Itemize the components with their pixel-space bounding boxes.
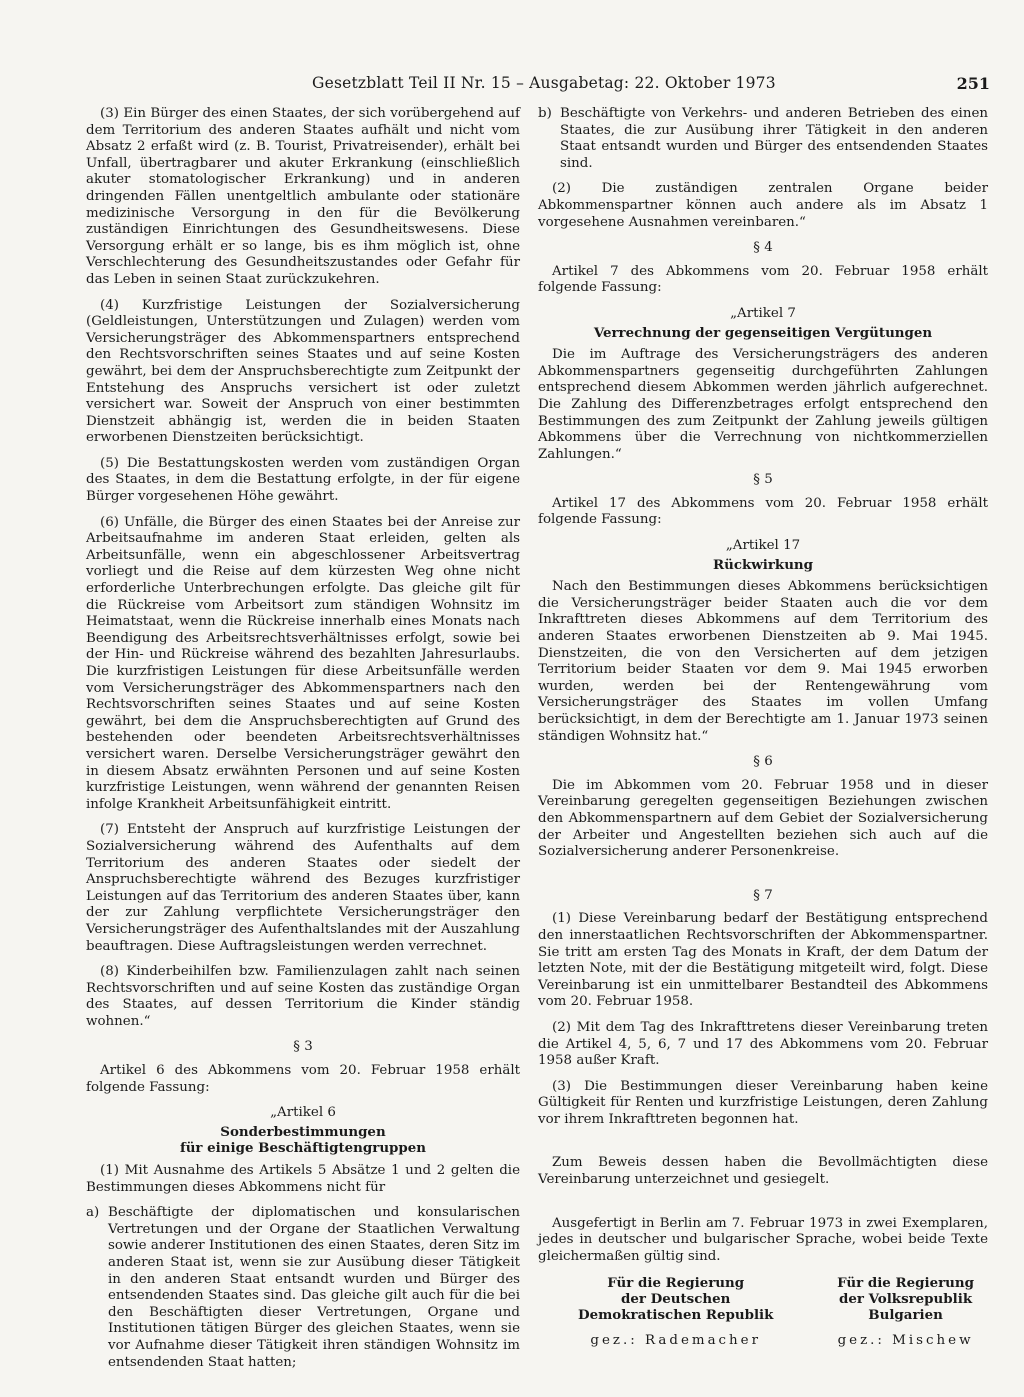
article-6-subtitle-line1: Sonderbestimmungen (220, 1123, 386, 1140)
section-5-intro: Artikel 17 des Abkommens vom 20. Februar 1958 erhält folgende Fassung: (538, 495, 988, 528)
signature-ddr-line2: der Deutschen (621, 1291, 731, 1308)
page-number: 251 (956, 74, 990, 93)
signature-ddr-line1: Für die Regierung (607, 1275, 745, 1292)
section-7-paragraph-3: (3) Die Bestimmungen dieser Vereinbarung haben keine Gültigkeit für Renten und kurzfristige Leistungen, deren Zahlung vor ihrem Inkrafttreten begonnen hat. (538, 1078, 988, 1127)
signature-ddr (578, 1275, 773, 1349)
article-6-item-a (86, 1205, 520, 1371)
article-6-subtitle-line2: für einige Beschäftigtengruppen (179, 1140, 427, 1157)
section-7-paragraph-2: (2) Mit dem Tag des Inkrafttretens dieser Vereinbarung treten die Artikel 4, 5, 6, 7 und 17 des Abkommens vom 20. Februar 1958 außer Kraft. (538, 1019, 988, 1069)
paragraph-3: (3) Ein Bürger des einen Staates, der sich vorübergehend auf dem Territorium des anderen Staates aufhält und nicht vom Absatz 2 erfaßt wird (z. B. Tourist, Privatreisender), erhält bei Unfall, übertragbarer und akuter Erkrankung (einschließlich akuter stomatologischer Erkrankung) und in anderen dringenden Fällen unentgeltlich ambulante oder stationäre medizinische Versorgung in den für die Bevölkerung zuständigen Einrichtungen des Gesundheitswesens. Diese Versorgung erhält er so lange, bis es ihm möglich ist, ohne Verschlechterung des Gesundheitszustandes oder Gefahr für das Leben in seinen Staat zurückzukehren. (86, 106, 520, 287)
signature-bg-line1: Für die Regierung (837, 1275, 974, 1292)
execution-clause: Ausgefertigt in Berlin am 7. Februar 1973 in zwei Exemplaren, jedes in deutscher und bulgarischer Sprache, wobei beide Texte gleichermaßen gültig sind. (538, 1215, 988, 1264)
item-b-text: Beschäftigte von Verkehrs- und anderen Betrieben des einen Staates, die zur Ausübung ihrer Tätigkeit in den anderen Staat entsandt wurden und Bürger des entsendenden Staates sind. (560, 106, 988, 171)
paragraph-6: (6) Unfälle, die Bürger des einen Staates bei der Anreise zur Arbeitsaufnahme im anderen Staat erleiden, gelten als Arbeitsunfälle, wenn ein abgeschlossener Arbeitsvertrag vorliegt und die Reise auf dem kürzesten Weg ohne nicht erforderliche Unterbrechungen erfolgte. Das gleiche gilt für die Rückreise vom Arbeitsort zum ständigen Wohnsitz im Heimatstaat, wenn die Rückreise innerhalb eines Monats nach Beendigung des Arbeitsrechtsverhältnisses erfolgt, sowie bei der Hin- und Rückreise während des bezahlten Jahresurlaubs. Die kurzfristigen Leistungen für diese Arbeitsunfälle werden vom Versicherungsträger des Abkommenspartners nach den Rechtsvorschriften seines Staates und auf seine Kosten gewährt, bei dem die Anspruchsberechtigten auf Grund des bestehenden oder beendeten Arbeitsrechtsverhältnisses versichert waren. Derselbe Versicherungsträger gewährt den in diesem Absatz erwähnten Personen und auf seine Kosten kurzfristige Leistungen, wenn während der genannten Reisen infolge Krankheit Arbeitsunfähigkeit eintritt. (86, 514, 520, 812)
section-4-intro: Artikel 7 des Abkommens vom 20. Februar 1958 erhält folgende Fassung: (538, 263, 988, 296)
article-7-text: Die im Auftrage des Versicherungsträgers des anderen Abkommenspartners gegenseitig durchgeführten Zahlungen entsprechend diesem Abkommen werden jährlich aufgerechnet. Die Zahlung des Differenzbetrages erfolgt entsprechend den Bestimmungen des zum Zeitpunkt der Zahlung jeweils gültigen Abkommens über die Verrechnung von nichtkommerziellen Zahlungen.“ (538, 347, 988, 462)
signature-ddr-line3: Demokratischen Republik (578, 1307, 774, 1324)
signature-ddr-name: gez.: Rademacher (590, 1333, 761, 1349)
spacer (538, 870, 988, 888)
spacer (538, 1137, 988, 1155)
item-a-text: Beschäftigte der diplomatischen und konsularischen Vertretungen und der Organe der Staatlichen Verwaltung sowie anderer Institutionen des einen Staates, deren Sitz im anderen Staat ist, wenn sie zur Ausübung dieser Tätigkeit in den anderen Staat entsandt wurden und Bürger des entsendenden Staates sind. Das gleiche gilt auch für die bei den Beschäftigten dieser Vertretungen, Organe und Institutionen tätigen Bürger des gleichen Staates, wenn sie vor Aufnahme dieser Tätigkeit ihren ständigen Wohnsitz im entsendenden Staat hatten; (108, 1205, 520, 1370)
spacer (538, 1198, 988, 1216)
section-5-heading: § 5 (753, 472, 773, 488)
gazette-title: Gesetzblatt Teil II Nr. 15 – Ausgabetag: 22. Oktober 1973 (312, 74, 776, 92)
paragraph-8: (8) Kinderbeihilfen bzw. Familienzulagen zahlt nach seinen Rechtsvorschriften und auf seine Kosten das zuständige Organ des Staates, auf dessen Territorium die Kinder ständig wohnen.“ (86, 964, 520, 1029)
signature-bg-line3: Bulgarien (868, 1307, 943, 1324)
signature-block (538, 1275, 988, 1349)
article-17-title: „Artikel 17 (725, 538, 801, 554)
section-6-heading: § 6 (753, 754, 773, 770)
article-6-item-b (538, 106, 988, 172)
paragraph-7: (7) Entsteht der Anspruch auf kurzfristige Leistungen der Sozialversicherung während des Aufenthalts auf dem Territorium des anderen Staates oder siedelt der Anspruchsberechtigte während des Bezuges kurzfristiger Leistungen auf das Territorium des anderen Staates über, kann der zur Zahlung verpflichtete Versicherungsträger den Versicherungsträger des Aufenthaltslandes mit der Auszahlung beauftragen. Diese Auftragsleistungen werden verrechnet. (86, 822, 520, 954)
article-7-subtitle: Verrechnung der gegenseitigen Vergütungen (593, 324, 933, 341)
item-b-label: b) (538, 106, 552, 121)
article-7-title: „Artikel 7 (730, 305, 796, 321)
section-3-heading: § 3 (293, 1039, 313, 1055)
left-column (86, 106, 520, 1380)
article-17-text: Nach den Bestimmungen dieses Abkommens berücksichtigen die Versicherungsträger beider Staaten auch die vor dem Inkrafttreten dieses Abkommens auf dem Territorium des anderen Staates erworbenen Dienstzeiten ab 9. Mai 1945. Dienstzeiten, die von den Versicherten auf dem jetzigen Territorium beider Staaten vor dem 9. Mai 1945 erworben wurden, werden bei der Rentengewährung vom Versicherungsträger des Staates im vollen Umfang berücksichtigt, in dem der Berechtigte am 1. Januar 1973 seinen ständigen Wohnsitz hat.“ (538, 579, 988, 744)
signature-bulgaria (837, 1275, 974, 1349)
right-column (538, 106, 988, 1349)
page-header (40, 74, 990, 98)
witness-clause: Zum Beweis dessen haben die Bevollmächtigten diese Vereinbarung unterzeichnet und gesiegelt. (538, 1155, 988, 1188)
item-a-label: a) (86, 1205, 100, 1221)
paragraph-4: (4) Kurzfristige Leistungen der Sozialversicherung (Geldleistungen, Unterstützungen und Zulagen) werden vom Versicherungsträger des Abkommenspartners entsprechend den Rechtsvorschriften seines Staates und auf seine Kosten gewährt, bei dem der Anspruchsberechtigte zum Zeitpunkt der Entstehung des Anspruchs versichert ist oder zuletzt versichert war. Soweit der Anspruch von einer bestimmten Dienstzeit abhängig ist, werden die in beiden Staaten erworbenen Dienstzeiten berücksichtigt. (86, 297, 520, 446)
section-6-text: Die im Abkommen vom 20. Februar 1958 und in dieser Vereinbarung geregelten gegenseitigen Beziehungen zwischen den Abkommenspartnern auf dem Gebiet der Sozialversicherung der Arbeiter und Angestellten beziehen sich auch auf die Sozialversicherung anderer Personenkreise. (538, 777, 988, 860)
section-7-paragraph-1: (1) Diese Vereinbarung bedarf der Bestätigung entsprechend den innerstaatlichen Rechtsvorschriften der Abkommenspartner. Sie tritt am ersten Tag des Monats in Kraft, der dem Datum der letzten Note, mit der die Bestätigung mitgeteilt wird, folgt. Diese Vereinbarung ist ein unmittelbarer Bestandteil des Abkommens vom 20. Februar 1958. (538, 911, 988, 1010)
section-3-intro: Artikel 6 des Abkommens vom 20. Februar 1958 erhält folgende Fassung: (86, 1063, 520, 1095)
signature-bg-line2: der Volksrepublik (839, 1291, 973, 1308)
section-7-heading: § 7 (753, 887, 773, 903)
section-4-heading: § 4 (753, 240, 773, 256)
paragraph-5: (5) Die Bestattungskosten werden vom zuständigen Organ des Staates, in dem die Bestattung erfolgte, in der für eigene Bürger vorgesehenen Höhe gewährt. (86, 455, 520, 505)
article-6-paragraph-1: (1) Mit Ausnahme des Artikels 5 Absätze 1 und 2 gelten die Bestimmungen dieses Abkommens nicht für (86, 1163, 520, 1195)
article-6-title: „Artikel 6 (270, 1105, 336, 1121)
article-6-paragraph-2: (2) Die zuständigen zentralen Organe beider Abkommenspartner können auch andere als im Absatz 1 vorgesehene Ausnahmen vereinbaren.“ (538, 181, 988, 230)
article-17-subtitle: Rückwirkung (712, 556, 814, 573)
signature-bg-name: gez.: Mischew (837, 1333, 974, 1349)
